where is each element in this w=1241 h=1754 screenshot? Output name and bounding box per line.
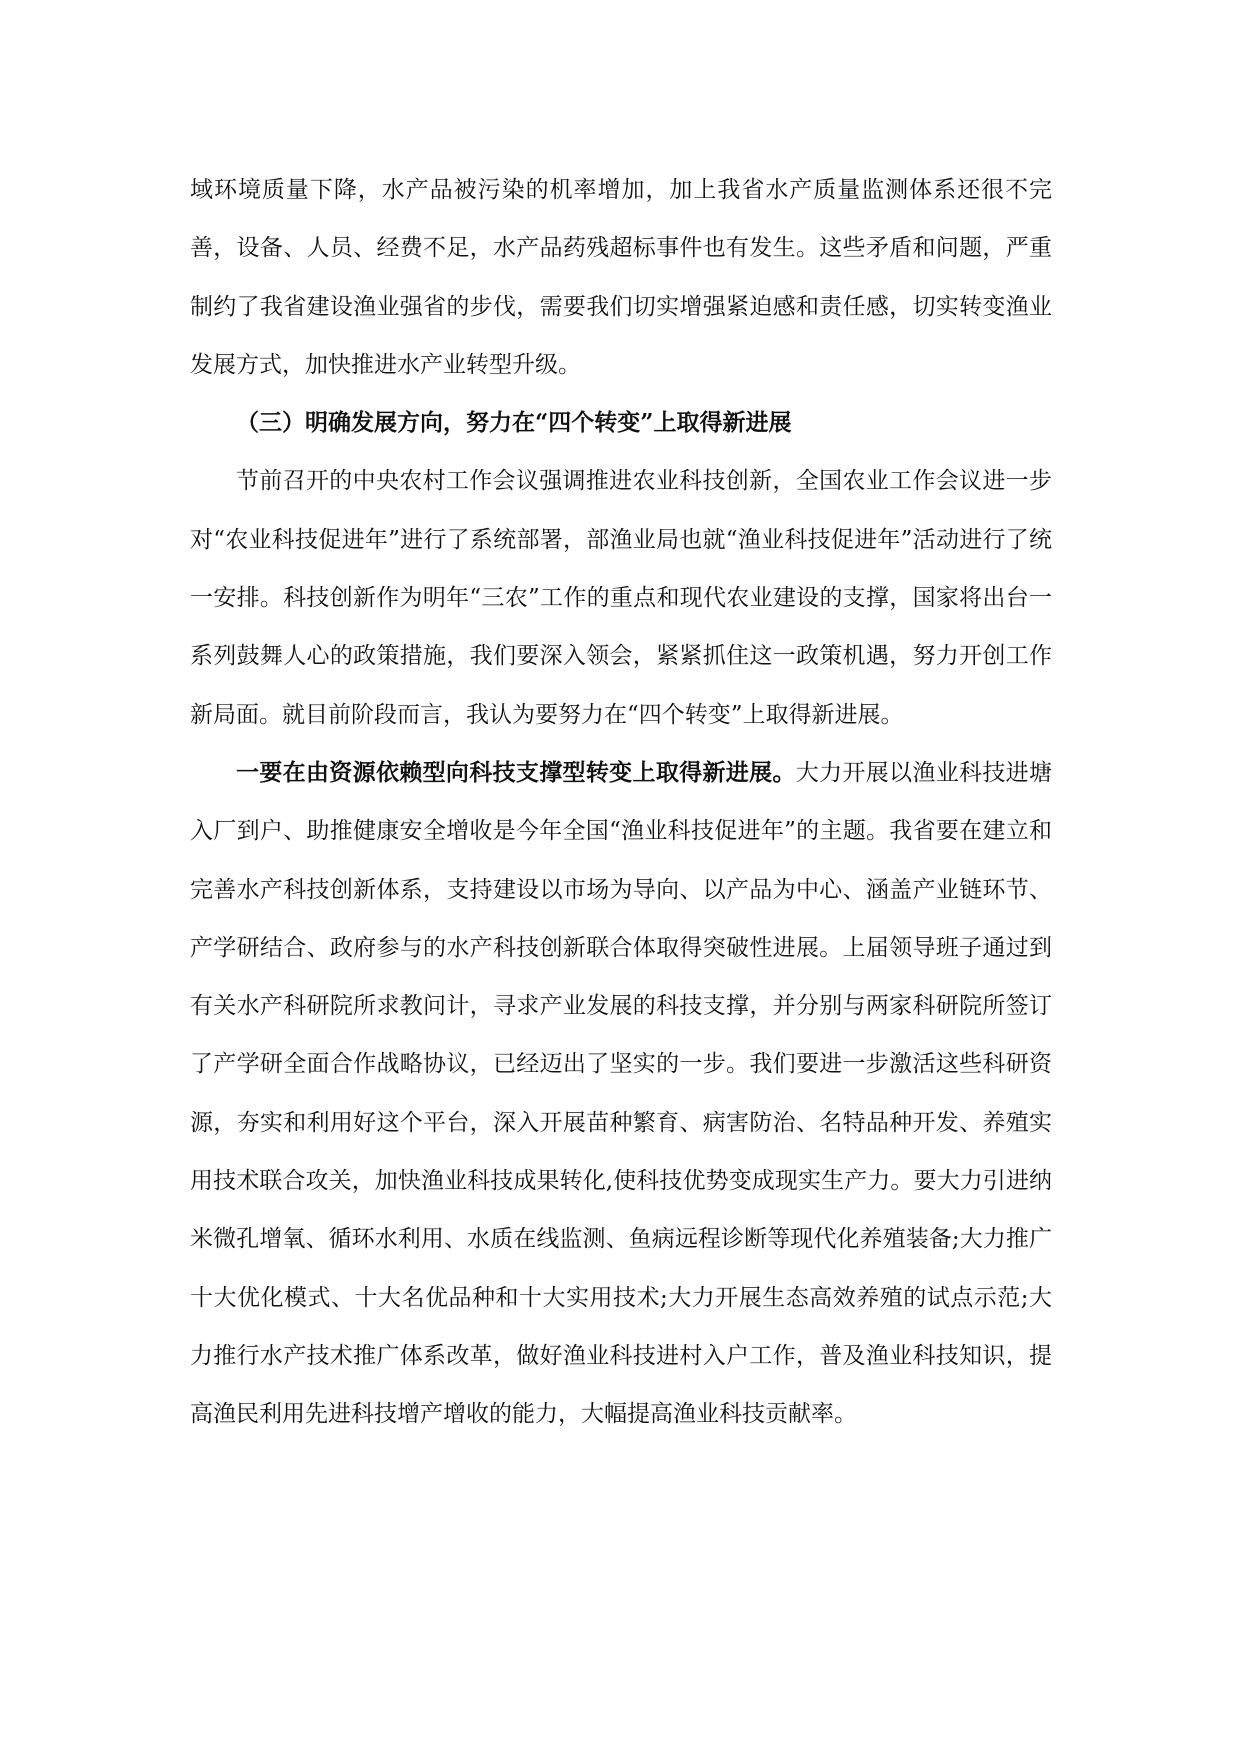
paragraph-technology-transformation [190,744,1052,1444]
document-body [190,161,1052,1444]
paragraph-continuation: 域环境质量下降，水产品被污染的机率增加，加上我省水产质量监测体系还很不完善，设备、人员、经费不足，水产品药残超标事件也有发生。这些矛盾和问题，严重制约了我省建设渔业强省的步伐，需要我们切实增强紧迫感和责任感，切实转变渔业发展方式，加快推进水产业转型升级。 [190,177,1052,378]
paragraph-lead-sentence: 一要在由资源依赖型向科技支撑型转变上取得新进展。 [236,758,796,786]
section-heading: （三）明确发展方向，努力在“四个转变”上取得新进展 [236,409,792,437]
paragraph-body-text: 大力开展以渔业科技进塘入厂到户、助推健康安全增收是今年全国“渔业科技促进年”的主题。我省要在建立和完善水产科技创新体系，支持建设以市场为导向、以产品为中心、涵盖产业链环节、产学研结合、政府参与的水产科技创新联合体取得突破性进展。上届领导班子通过到有关水产科研院所求教问计，寻求产业发展的科技支撑，并分别与两家科研院所签订了产学研全面合作战略协议，已经迈出了坚实的一步。我们要进一步激活这些科研资源，夯实和利用好这个平台，深入开展苗种繁育、病害防治、名特品种开发、养殖实用技术联合攻关，加快渔业科技成果转化,使科技优势变成现实生产力。要大力引进纳米微孔增氧、循环水利用、水质在线监测、鱼病远程诊断等现代化养殖装备;大力推广十大优化模式、十大名优品种和十大实用技术;大力开展生态高效养殖的试点示范;大力推行水产技术推广体系改革，做好渔业科技进村入户工作，普及渔业科技知识，提高渔民利用先进科技增产增收的能力，大幅提高渔业科技贡献率。 [190,759,1053,1428]
paragraph-policy-background: 节前召开的中央农村工作会议强调推进农业科技创新，全国农业工作会议进一步对“农业科技促进年”进行了系统部署，部渔业局也就“渔业科技促进年”活动进行了统一安排。科技创新作为明年“三农”工作的重点和现代农业建设的支撑，国家将出台一系列鼓舞人心的政策措施，我们要深入领会，紧紧抓住这一政策机遇，努力开创工作新局面。就目前阶段而言，我认为要努力在“四个转变”上取得新进展。 [190,468,1052,728]
